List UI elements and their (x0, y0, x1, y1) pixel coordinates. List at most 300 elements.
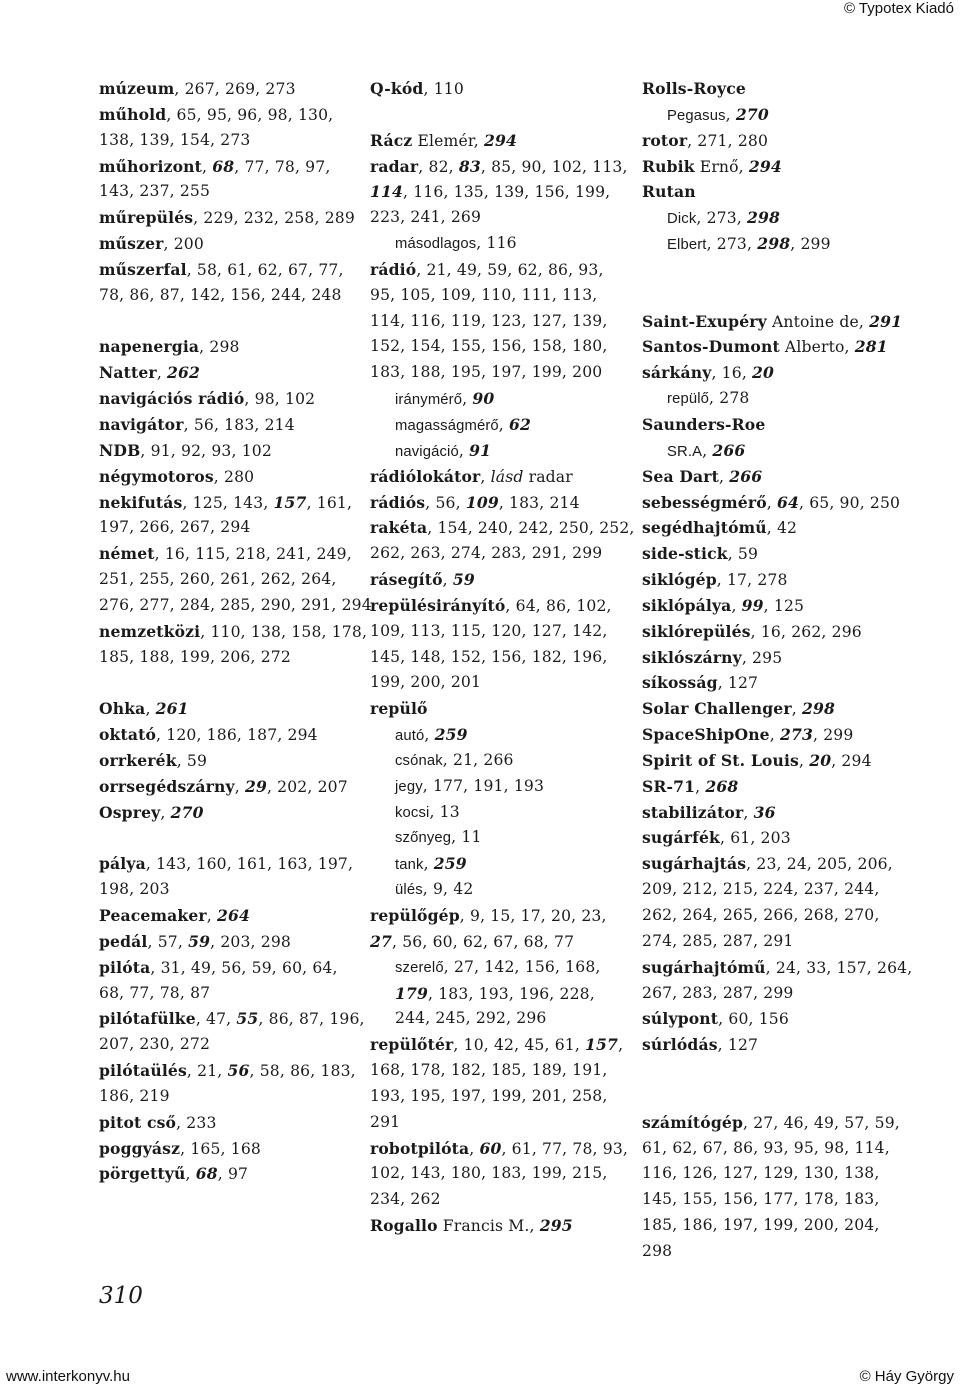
index-subentry (370, 825, 632, 851)
page-refs: , (798, 751, 810, 770)
entry-term: side-stick (642, 544, 728, 564)
page-refs: , 13 (429, 802, 460, 821)
primary-page-ref: 270 (170, 802, 204, 822)
page-refs: , 23, 24, 205, 206, (746, 855, 893, 874)
index-entry (99, 1032, 361, 1058)
primary-page-ref: 295 (539, 1216, 573, 1236)
index-subentry (642, 231, 942, 257)
page-refs: 244, 245, 292, 296 (395, 1009, 547, 1028)
index-entry (99, 438, 361, 464)
page-refs: 209, 212, 215, 224, 237, 244, (642, 880, 880, 899)
entry-term: pitot cső (99, 1112, 177, 1132)
page-refs: , 299 (790, 235, 831, 254)
page-refs: 199, 200, 201 (370, 673, 482, 692)
index-subentry (370, 877, 632, 903)
index-entry (370, 179, 632, 205)
subentry-term: iránymérő (395, 392, 463, 409)
index-column-2 (370, 76, 635, 1239)
subentry-term: Elbert (667, 237, 707, 254)
subentry-term: kocsi (395, 804, 430, 821)
entry-term: műhorizont (99, 156, 203, 176)
index-entry (370, 670, 632, 696)
primary-page-ref: 99 (741, 595, 764, 615)
page-refs: , (442, 571, 453, 590)
index-entry (642, 1006, 942, 1032)
entry-term: Rácz (370, 130, 413, 150)
index-subentry (370, 1006, 632, 1032)
index-entry (370, 257, 632, 283)
primary-page-ref: 68 (212, 156, 235, 176)
entry-term: Spirit of St. Louis (642, 750, 799, 770)
subentry-term: csónak (395, 752, 443, 769)
section-gap (99, 670, 361, 696)
publisher-credit: © Typotex Kiadó (843, 0, 954, 17)
page-refs: 251, 255, 260, 261, 262, 264, (99, 570, 337, 589)
primary-page-ref: 60 (479, 1138, 502, 1158)
entry-term: repülő (370, 699, 428, 719)
primary-page-ref: 20 (809, 750, 832, 770)
entry-term: siklópálya (642, 595, 732, 615)
index-entry (99, 490, 361, 516)
page-refs: , 177, 191, 193 (422, 776, 545, 795)
section-gap (642, 257, 942, 283)
page-refs: , 58, 86, 183, (249, 1062, 356, 1081)
page-refs: , 280 (213, 467, 255, 486)
entry-term: síkosság (642, 673, 718, 693)
page-refs: Elemér, (412, 131, 484, 150)
entry-term: Rogallo (370, 1216, 438, 1236)
index-entry (642, 309, 942, 335)
primary-page-ref: 281 (854, 337, 888, 357)
subentry-term: ülés (395, 882, 423, 899)
page-refs: , 200 (163, 235, 204, 254)
page-refs: Antoine de, (766, 312, 870, 331)
entry-term: Rolls-Royce (642, 79, 746, 98)
index-entry (370, 464, 632, 490)
primary-page-ref: 36 (753, 802, 776, 822)
index-subentry (370, 774, 632, 800)
entry-term: Rubik (642, 156, 695, 176)
index-entry (99, 412, 361, 438)
page-refs: , (480, 467, 491, 486)
page-refs: , 77, 78, 97, (234, 157, 331, 176)
index-entry (642, 851, 942, 877)
index-entry (642, 567, 942, 593)
page-refs: 276, 277, 284, 285, 290, 291, 294 (99, 595, 372, 614)
entry-term: Saunders-Roe (642, 414, 766, 434)
entry-term: sugárfék (642, 828, 720, 848)
index-entry (99, 334, 361, 360)
entry-term: rotor (642, 130, 688, 150)
index-entry (99, 102, 361, 128)
page-refs: 183, 188, 195, 197, 199, 200 (370, 363, 603, 382)
entry-term: Natter (99, 363, 157, 383)
index-entry (370, 929, 632, 955)
page-refs: , 127 (717, 674, 759, 693)
entry-term: sugárhajtás (642, 854, 747, 874)
index-entry (642, 179, 942, 205)
entry-term: műrepülés (99, 208, 194, 228)
page-refs: , (766, 493, 777, 512)
page-refs: , (731, 596, 742, 615)
index-entry (99, 619, 368, 645)
entry-term: sárkány (642, 363, 712, 383)
primary-page-ref: 27 (370, 931, 393, 951)
index-entry (642, 1187, 942, 1213)
entry-term: nemzetközi (99, 621, 201, 641)
page-refs: , 16, 262, 296 (750, 622, 862, 641)
index-entry (370, 1187, 632, 1213)
page-refs: 185, 186, 197, 199, 200, 204, (642, 1216, 880, 1235)
section-gap (99, 309, 361, 335)
index-subentry (642, 438, 942, 464)
page-refs: 185, 188, 199, 206, 272 (99, 647, 291, 666)
page-refs: , 110, 138, 158, 178, (200, 622, 368, 641)
entry-term: repülőgép (370, 906, 460, 925)
page-refs: 95, 105, 109, 110, 111, 113, (370, 285, 598, 304)
section-gap (370, 102, 632, 128)
entry-term: Santos-Dumont (642, 337, 780, 357)
index-entry (642, 800, 942, 826)
index-entry (642, 360, 942, 386)
index-entry (642, 955, 942, 981)
page-refs: , (725, 105, 736, 124)
page-refs: , 299 (813, 726, 854, 745)
index-entry (99, 231, 361, 257)
page-refs: Alberto, (779, 338, 855, 357)
page-refs: , (743, 803, 754, 822)
index-entry (370, 76, 632, 102)
page-refs: , 295 (741, 648, 783, 667)
index-entry (99, 541, 361, 567)
page-refs: 78, 86, 87, 142, 156, 244, 248 (99, 285, 342, 304)
entry-term: súrlódás (642, 1035, 718, 1055)
index-entry (99, 774, 361, 800)
primary-page-ref: 91 (469, 440, 492, 460)
page-refs: , 56, 60, 62, 67, 68, 77 (392, 932, 575, 951)
index-entry (99, 257, 361, 283)
index-entry (642, 1213, 942, 1239)
primary-page-ref: 273 (779, 725, 813, 745)
page-refs: , (145, 700, 156, 719)
page-refs: , 24, 33, 157, 264, (765, 958, 913, 977)
entry-term: Ohka (99, 699, 146, 719)
section-gap (642, 1058, 942, 1084)
page-refs: Francis M., (437, 1217, 540, 1236)
cross-reference: lásd (490, 467, 524, 486)
index-entry (642, 593, 942, 619)
page-refs: , 17, 278 (716, 571, 788, 590)
entry-term: pörgettyű (99, 1164, 186, 1184)
entry-term: siklószárny (642, 647, 742, 667)
page-refs: 138, 139, 154, 273 (99, 130, 251, 149)
page-refs: 116, 126, 127, 129, 130, 138, (642, 1164, 880, 1183)
entry-term: súlypont (642, 1009, 719, 1029)
index-entry (99, 464, 361, 490)
primary-page-ref: 262 (167, 363, 201, 383)
entry-term: Rutan (642, 182, 696, 202)
index-entry (370, 645, 632, 671)
primary-page-ref: 294 (748, 156, 782, 176)
page-refs: , 267, 269, 273 (174, 80, 296, 98)
entry-term: SR-71 (642, 776, 696, 796)
primary-page-ref: 68 (195, 1164, 218, 1184)
primary-page-ref: 90 (472, 389, 495, 409)
index-entry (370, 1032, 632, 1058)
index-subentry (370, 800, 632, 826)
index-entry (370, 1213, 632, 1239)
entry-term: navigációs rádió (99, 389, 245, 409)
index-entry (99, 386, 361, 412)
index-entry (99, 1136, 361, 1162)
page-refs: , 165, 168 (180, 1139, 261, 1158)
index-entry (99, 929, 361, 955)
page-refs: , 85, 90, 102, 113, (480, 157, 628, 176)
page-refs: 223, 241, 269 (370, 208, 482, 227)
index-entry (99, 877, 361, 903)
page-refs: , (156, 364, 168, 383)
primary-page-ref: 266 (712, 440, 746, 460)
index-entry (99, 1161, 361, 1187)
index-entry (642, 645, 942, 671)
entry-term: sebességmérő (642, 492, 767, 512)
page-refs: , 278 (709, 389, 750, 408)
entry-term: pilóta (99, 957, 151, 977)
index-entry (99, 645, 361, 671)
index-entry (642, 981, 942, 1007)
primary-page-ref: 56 (227, 1061, 250, 1081)
page-refs: 114, 116, 119, 123, 127, 139, (370, 311, 608, 330)
page-refs: , 56, 183, 214 (183, 415, 295, 434)
page-refs: , 59 (176, 751, 208, 770)
entry-term: Sea Dart (642, 466, 719, 486)
primary-page-ref: 109 (465, 492, 499, 512)
page-refs: 262, 263, 274, 283, 291, 299 (370, 544, 603, 563)
primary-page-ref: 294 (483, 130, 517, 150)
index-entry (99, 981, 361, 1007)
index-entry (642, 128, 942, 154)
page-refs: , (498, 415, 510, 434)
page-refs: 207, 230, 272 (99, 1035, 211, 1054)
index-column-1 (99, 76, 372, 1187)
entry-term: négymotoros (99, 466, 214, 486)
page-refs: , 61, 203 (719, 829, 791, 848)
primary-page-ref: 114 (370, 182, 404, 202)
website-link[interactable]: www.interkonyv.hu (6, 1368, 130, 1385)
primary-page-ref: 157 (273, 492, 307, 512)
index-entry (99, 696, 361, 722)
page-refs: 298 (642, 1241, 673, 1260)
index-entry (99, 515, 361, 541)
page-refs: , 125 (763, 596, 805, 615)
page-refs: 68, 77, 78, 87 (99, 983, 211, 1002)
index-entry (99, 1110, 361, 1136)
page-refs: , 294 (831, 751, 872, 770)
subentry-term: magasságmérő (395, 417, 499, 434)
page-refs: , 143, 160, 161, 163, 197, (145, 855, 354, 874)
entry-term: rádiós (370, 492, 426, 512)
page-refs: , (185, 1165, 196, 1184)
page-refs: , (202, 157, 213, 176)
page-refs: , 16, (711, 364, 753, 383)
page-refs: 109, 113, 115, 120, 127, 142, (370, 621, 608, 640)
entry-term: SpaceShipOne (642, 725, 770, 745)
page-refs: 197, 266, 267, 294 (99, 518, 251, 537)
index-entry (370, 360, 632, 386)
page-refs: , 127 (717, 1036, 759, 1055)
index-entry (642, 515, 942, 541)
entry-term: stabilizátor (642, 802, 744, 822)
entry-term: német (99, 544, 155, 564)
entry-term: pilótaülés (99, 1061, 187, 1081)
index-entry (370, 696, 632, 722)
page-refs: 186, 219 (99, 1086, 170, 1105)
page-refs: , 273, (696, 209, 748, 228)
page-refs: , 161, (306, 493, 353, 512)
page-refs: , (702, 441, 713, 460)
page-refs: , 86, 87, 196, (258, 1010, 365, 1029)
entry-term: siklógép (642, 570, 717, 590)
page-refs: , 202, 207 (266, 777, 348, 796)
primary-page-ref: 59 (452, 570, 475, 590)
index-entry (99, 955, 361, 981)
index-entry (370, 1058, 632, 1084)
page-refs: , 116 (476, 234, 517, 253)
index-entry (370, 903, 632, 929)
index-entry (99, 1058, 361, 1084)
page-refs: , 21, (186, 1062, 228, 1081)
page-refs: 291 (370, 1112, 401, 1131)
entry-term: rásegítő (370, 570, 443, 590)
index-entry (99, 903, 361, 929)
entry-term: repülőtér (370, 1035, 454, 1055)
entry-term: napenergia (99, 337, 200, 357)
entry-term: rakéta (370, 518, 428, 538)
page-refs: , 91, 92, 93, 102 (140, 441, 272, 460)
index-subentry (370, 438, 632, 464)
entry-term: radar (370, 156, 419, 176)
entry-term: nekifutás (99, 492, 183, 512)
page-refs: , (234, 777, 245, 796)
page-refs: , 27, 46, 49, 57, 59, (743, 1113, 900, 1132)
subentry-term: navigáció (395, 443, 459, 460)
index-entry (99, 76, 361, 102)
index-entry (370, 154, 632, 180)
index-entry (642, 1032, 942, 1058)
page-refs: , 47, (195, 1010, 237, 1029)
entry-term: orrkerék (99, 750, 177, 770)
page-refs: , (462, 390, 473, 409)
primary-page-ref: 179 (395, 983, 429, 1003)
page-refs: , (695, 777, 706, 796)
index-entry (370, 1161, 632, 1187)
primary-page-ref: 83 (458, 156, 481, 176)
page-refs: , (769, 726, 780, 745)
page-refs: 143, 237, 255 (99, 182, 211, 201)
primary-page-ref: 270 (735, 104, 769, 124)
page-refs: , 97 (217, 1165, 249, 1184)
entry-term: sugárhajtómű (642, 957, 766, 977)
entry-term: múzeum (99, 79, 175, 98)
page-refs: , 16, 115, 218, 241, 249, (154, 545, 352, 564)
index-subentry (370, 981, 632, 1007)
entry-term: oktató (99, 725, 157, 745)
primary-page-ref: 59 (188, 931, 211, 951)
page-refs: , 42 (766, 519, 798, 538)
index-entry (642, 154, 942, 180)
page-refs: , 183, 193, 196, 228, (428, 984, 595, 1003)
entry-term: Solar Challenger (642, 699, 792, 719)
page-refs: , (424, 726, 435, 745)
index-entry (99, 748, 361, 774)
index-entry (642, 825, 942, 851)
index-entry (370, 567, 632, 593)
primary-page-ref: 62 (509, 414, 532, 434)
index-entry (642, 1136, 942, 1162)
primary-page-ref: 298 (747, 208, 781, 228)
index-entry (642, 929, 942, 955)
primary-page-ref: 261 (155, 699, 189, 719)
index-entry (370, 283, 632, 309)
page-refs: , 273, (706, 235, 758, 254)
index-entry (370, 128, 632, 154)
page-refs: , (618, 1036, 624, 1055)
primary-page-ref: 298 (757, 234, 791, 254)
primary-page-ref: 64 (776, 492, 799, 512)
index-entry (370, 541, 632, 567)
primary-page-ref: 157 (585, 1035, 619, 1055)
primary-page-ref: 268 (705, 776, 739, 796)
page-refs: , 65, 95, 96, 98, 130, (166, 105, 334, 124)
page-refs: , 60, 156 (718, 1010, 789, 1029)
primary-page-ref: 298 (801, 699, 835, 719)
page-refs: 193, 195, 197, 199, 201, 258, (370, 1086, 608, 1105)
index-entry (99, 800, 361, 826)
page-refs: , 98, 102 (244, 390, 316, 409)
entry-term: pedál (99, 931, 148, 951)
page-refs: 198, 203 (99, 880, 170, 899)
page-refs: , 233 (176, 1113, 217, 1132)
index-entry (642, 670, 942, 696)
subentry-term: Dick (667, 211, 697, 228)
page-refs: , 120, 186, 187, 294 (156, 726, 318, 745)
index-entry (642, 774, 942, 800)
entry-term: Osprey (99, 802, 161, 822)
page-refs: , 154, 240, 242, 250, 252, (427, 519, 635, 538)
page-refs: , (423, 855, 434, 874)
page-refs: 61, 62, 67, 86, 93, 95, 98, 114, (642, 1138, 890, 1157)
index-subentry (642, 102, 942, 128)
index-entry (370, 515, 635, 541)
page-refs: , (206, 907, 218, 925)
entry-term: pilótafülke (99, 1009, 196, 1029)
index-subentry (370, 851, 632, 877)
page-refs: , 57, (147, 932, 189, 951)
index-entry (370, 490, 632, 516)
entry-term: NDB (99, 440, 141, 460)
page-refs: , 11 (451, 828, 482, 847)
page-refs: , 229, 232, 258, 289 (193, 209, 355, 228)
index-subentry (642, 205, 942, 231)
subentry-term: SR.A (667, 443, 703, 460)
entry-term: navigátor (99, 414, 184, 434)
page-refs: , 31, 49, 56, 59, 60, 64, (150, 958, 338, 977)
page-refs: Ernő, (694, 157, 749, 176)
primary-page-ref: 55 (236, 1009, 259, 1029)
page-refs: , 59 (727, 545, 759, 564)
index-entry (99, 283, 361, 309)
subentry-term: repülő (667, 391, 710, 408)
